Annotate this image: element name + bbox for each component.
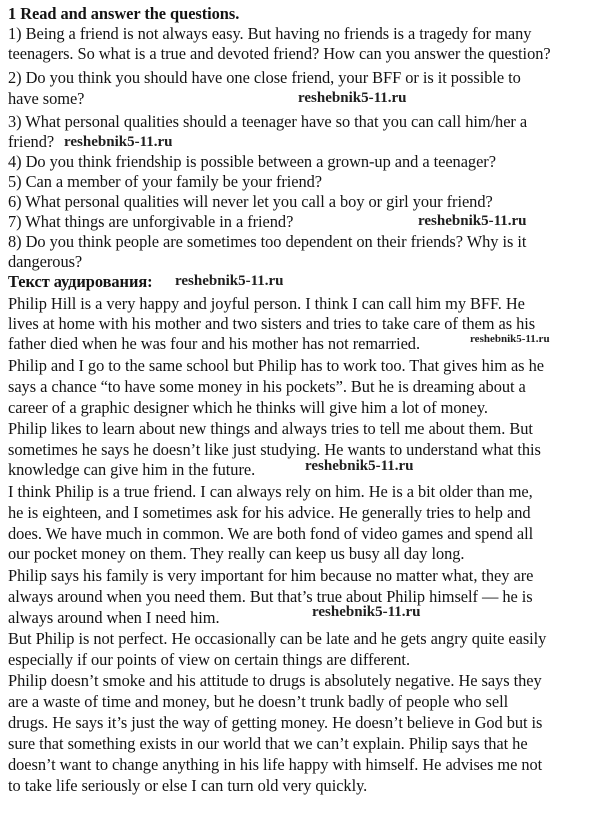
text-line: Philip likes to learn about new things and always tries to tell me about them. But <box>8 419 533 438</box>
question-8-line-2: dangerous? <box>8 252 83 271</box>
text-line: our pocket money on them. They really can keep us busy all day long. <box>8 544 465 563</box>
text-line: But Philip is not perfect. He occasionally can be late and he gets angry quite easily <box>8 629 547 648</box>
text-line: lives at home with his mother and two sisters and tries to take care of them as his <box>8 314 536 333</box>
text-line: I think Philip is a true friend. I can always rely on him. He is a bit older than me, <box>8 482 533 501</box>
question-2-line-1: 2) Do you think you should have one close friend, your BFF or is it possible to <box>8 68 521 87</box>
text-line: Philip and I go to the same school but Philip has to work too. That gives him as he <box>8 356 544 375</box>
watermark: reshebnik5-11.ru <box>418 213 527 229</box>
text-line: to take life seriously or else I can turn old very quickly. <box>8 776 368 795</box>
text-line: he is eighteen, and I sometimes ask for his advice. He generally tries to help and <box>8 503 531 522</box>
question-3-line-1: 3) What personal qualities should a teenager have so that you can call him/her a <box>8 112 528 131</box>
watermark: reshebnik5-11.ru <box>175 273 284 289</box>
text-line: doesn’t want to change anything in his life happy with himself. He advises me not <box>8 755 543 774</box>
watermark: reshebnik5-11.ru <box>305 458 414 474</box>
text-line: are a waste of time and money, but he doesn’t trunk badly of people who sell <box>8 692 509 711</box>
exercise-title: 1 Read and answer the questions. <box>8 4 240 23</box>
text-line: always around when you need them. But that’s true about Philip himself — he is <box>8 587 533 606</box>
text-line: sometimes he says he doesn’t like just studying. He wants to understand what this <box>8 440 541 459</box>
text-line: drugs. He says it’s just the way of getting money. He doesn’t believe in God but is <box>8 713 543 732</box>
question-2-line-2: have some? <box>8 89 85 108</box>
question-1-line-1: 1) Being a friend is not always easy. But having no friends is a tragedy for many <box>8 24 532 43</box>
watermark: reshebnik5-11.ru <box>64 134 173 150</box>
listening-text-label: Текст аудирования: <box>8 272 153 291</box>
question-7: 7) What things are unforgivable in a friend? <box>8 212 294 231</box>
watermark: reshebnik5-11.ru <box>470 333 550 345</box>
text-line: Philip Hill is a very happy and joyful person. I think I can call him my BFF. He <box>8 294 525 313</box>
question-8-line-1: 8) Do you think people are sometimes too dependent on their friends? Why is it <box>8 232 527 251</box>
text-line: Philip says his family is very important for him because no matter what, they are <box>8 566 534 585</box>
question-1-line-2: teenagers. So what is a true and devoted friend? How can you answer the question? <box>8 44 551 63</box>
watermark: reshebnik5-11.ru <box>312 604 421 620</box>
text-line: career of a graphic designer which he thinks will give him a lot of money. <box>8 398 488 417</box>
watermark: reshebnik5-11.ru <box>298 90 407 106</box>
question-6: 6) What personal qualities will never let you call a boy or girl your friend? <box>8 192 493 211</box>
text-line: sure that something exists in our world that we can’t explain. Philip says that he <box>8 734 528 753</box>
text-line: says a chance “to have some money in his pockets”. But he is dreaming about a <box>8 377 526 396</box>
question-3-line-2: friend? <box>8 132 55 151</box>
text-line: always around when I need him. <box>8 608 220 627</box>
text-line: does. We have much in common. We are both fond of video games and spend all <box>8 524 534 543</box>
question-4: 4) Do you think friendship is possible between a grown-up and a teenager? <box>8 152 496 171</box>
text-line: especially if our points of view on certain things are different. <box>8 650 410 669</box>
text-line: father died when he was four and his mother has not remarried. <box>8 334 420 353</box>
question-5: 5) Can a member of your family be your friend? <box>8 172 323 191</box>
text-line: knowledge can give him in the future. <box>8 460 256 479</box>
text-line: Philip doesn’t smoke and his attitude to drugs is absolutely negative. He says they <box>8 671 542 690</box>
